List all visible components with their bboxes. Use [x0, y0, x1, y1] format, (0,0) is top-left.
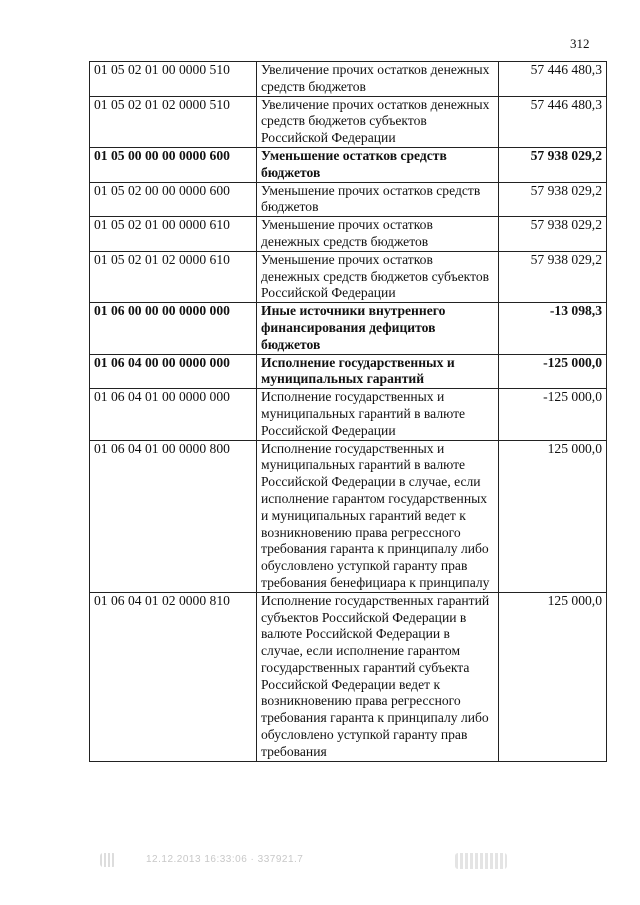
table-body	[90, 62, 607, 762]
scan-mark-icon	[100, 853, 116, 867]
code-cell: 01 05 00 00 00 0000 600	[90, 147, 257, 182]
code-cell: 01 05 02 00 00 0000 600	[90, 182, 257, 217]
amount-cell: 57 938 029,2	[499, 251, 607, 302]
table-row	[90, 354, 607, 389]
amount-cell: 57 446 480,3	[499, 62, 607, 97]
table-row	[90, 147, 607, 182]
amount-cell: 57 446 480,3	[499, 96, 607, 147]
amount-cell: -125 000,0	[499, 389, 607, 440]
amount-cell: 125 000,0	[499, 592, 607, 761]
name-cell: Исполнение государственных и муниципальных гарантий в валюте Российской Федерации	[257, 389, 499, 440]
scan-stamp-icon	[455, 853, 507, 869]
name-cell: Иные источники внутреннего финансирования дефицитов бюджетов	[257, 303, 499, 354]
code-cell: 01 06 04 01 02 0000 810	[90, 592, 257, 761]
name-cell: Уменьшение прочих остатков денежных средств бюджетов субъектов Российской Федерации	[257, 251, 499, 302]
amount-cell: -125 000,0	[499, 354, 607, 389]
table-row	[90, 62, 607, 97]
code-cell: 01 05 02 01 02 0000 510	[90, 96, 257, 147]
code-cell: 01 05 02 01 00 0000 610	[90, 217, 257, 252]
table-row	[90, 440, 607, 592]
page-number: 312	[570, 36, 590, 51]
table-row	[90, 217, 607, 252]
code-cell: 01 05 02 01 02 0000 610	[90, 251, 257, 302]
amount-cell: 125 000,0	[499, 440, 607, 592]
table-row	[90, 592, 607, 761]
code-cell: 01 06 04 00 00 0000 000	[90, 354, 257, 389]
table-row	[90, 182, 607, 217]
code-cell: 01 06 04 01 00 0000 800	[90, 440, 257, 592]
table-row	[90, 389, 607, 440]
amount-cell: 57 938 029,2	[499, 147, 607, 182]
name-cell: Уменьшение прочих остатков денежных средств бюджетов	[257, 217, 499, 252]
code-cell: 01 06 04 01 00 0000 000	[90, 389, 257, 440]
name-cell: Увеличение прочих остатков денежных средств бюджетов субъектов Российской Федерации	[257, 96, 499, 147]
amount-cell: 57 938 029,2	[499, 182, 607, 217]
name-cell: Исполнение государственных гарантий субъектов Российской Федерации в валюте Российской Федерации в случае, если исполнение гарантом государственных гарантий субъекта Российской Федерации ведет к возникновению права регрессного требования гаранта к принципалу либо обусловлено уступкой гаранту прав требования	[257, 592, 499, 761]
table-row	[90, 251, 607, 302]
name-cell: Увеличение прочих остатков денежных средств бюджетов	[257, 62, 499, 97]
table-row	[90, 303, 607, 354]
budget-sources-table	[89, 61, 607, 762]
scan-footer	[100, 853, 540, 873]
code-cell: 01 06 00 00 00 0000 000	[90, 303, 257, 354]
table-row	[90, 96, 607, 147]
amount-cell: -13 098,3	[499, 303, 607, 354]
name-cell: Уменьшение остатков средств бюджетов	[257, 147, 499, 182]
amount-cell: 57 938 029,2	[499, 217, 607, 252]
name-cell: Исполнение государственных и муниципальных гарантий	[257, 354, 499, 389]
scan-stamp-text: 12.12.2013 16:33:06 · 337921.7	[146, 854, 304, 865]
name-cell: Уменьшение прочих остатков средств бюджетов	[257, 182, 499, 217]
code-cell: 01 05 02 01 00 0000 510	[90, 62, 257, 97]
name-cell: Исполнение государственных и муниципальных гарантий в валюте Российской Федерации в случае, если исполнение гарантом государственных и муниципальных гарантий ведет к возникновению права регрессного требования гаранта к принципалу либо обусловлено уступкой гаранту прав требования бенефициара к принципалу	[257, 440, 499, 592]
